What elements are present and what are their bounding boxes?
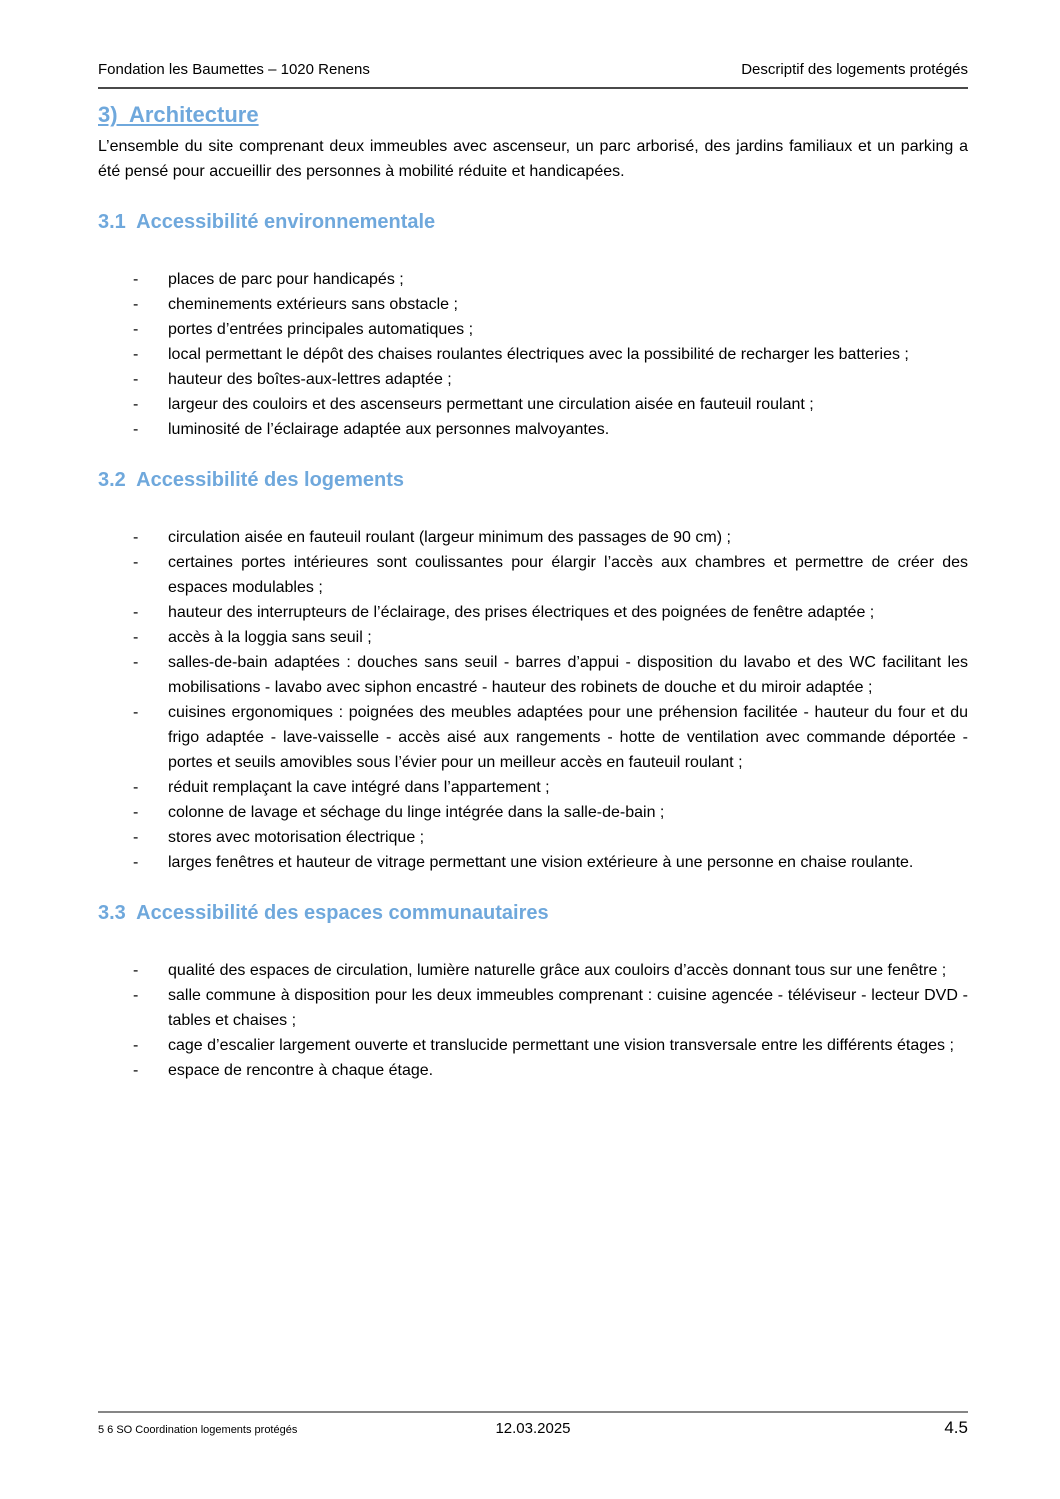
bullet-dash-marker: - [133,987,139,1004]
list-item-text: cage d’escalier largement ouverte et translucide permettant une vision transversale entre les différents étages ; [168,1037,954,1054]
list-item-text: larges fenêtres et hauteur de vitrage permettant une vision extérieure à une personne en chaise roulante. [168,854,914,871]
list-item-text: espace de rencontre à chaque étage. [168,1062,434,1079]
bullet-dash-marker: - [133,371,139,388]
list-item-text: hauteur des interrupteurs de l’éclairage, des prises électriques et des poignées de fenêtre adaptée ; [168,604,875,621]
bullet-dash-marker: - [133,854,139,871]
list-item [98,550,968,600]
bullet-dash-marker: - [133,829,139,846]
list-item [98,267,968,292]
list-item [98,317,968,342]
list-item-text: cheminements extérieurs sans obstacle ; [168,296,458,313]
list-item [98,525,968,550]
bullet-dash-marker: - [133,296,139,313]
header-left-text: Fondation les Baumettes – 1020 Renens [98,61,370,78]
bullet-dash-marker: - [133,529,139,546]
footer-document-reference: 5 6 SO Coordination logements protégés [98,1424,298,1436]
list-item-text: salle commune à disposition pour les deux immeubles comprenant : cuisine agencée - téléviseur - lecteur DVD - tables et chaises ; [168,987,968,1029]
list-item-text: stores avec motorisation électrique ; [168,829,425,846]
bullet-list [98,267,968,442]
section-heading: 3.3 Accessibilité des espaces communautaires [98,902,549,924]
list-item [98,825,968,850]
bullet-dash-marker: - [133,962,139,979]
bullet-dash-marker: - [133,779,139,796]
list-item [98,625,968,650]
list-item-text: colonne de lavage et séchage du linge intégrée dans la salle-de-bain ; [168,804,665,821]
bullet-list [98,958,968,1083]
bullet-dash-marker: - [133,654,139,671]
bullet-dash-marker: - [133,804,139,821]
page-header [98,60,968,89]
bullet-dash-marker: - [133,629,139,646]
bullet-dash-marker: - [133,271,139,288]
footer-date: 12.03.2025 [495,1420,571,1437]
list-item-text: portes d’entrées principales automatiques ; [168,321,474,338]
bullet-list [98,525,968,875]
list-item [98,1058,968,1083]
list-item-text: réduit remplaçant la cave intégré dans l’appartement ; [168,779,550,796]
list-item-text: accès à la loggia sans seuil ; [168,629,372,646]
list-item [98,392,968,417]
bullet-dash-marker: - [133,554,139,571]
page-footer [98,1411,968,1438]
header-right-text: Descriptif des logements protégés [741,61,968,78]
list-item [98,775,968,800]
list-item [98,983,968,1033]
bullet-dash-marker: - [133,396,139,413]
list-item-text: places de parc pour handicapés ; [168,271,404,288]
list-item [98,700,968,775]
list-item-text: luminosité de l’éclairage adaptée aux personnes malvoyantes. [168,421,610,438]
bullet-dash-marker: - [133,321,139,338]
list-item-text: largeur des couloirs et des ascenseurs permettant une circulation aisée en fauteuil roulant ; [168,396,814,413]
bullet-dash-marker: - [133,704,139,721]
footer-page-number: 4.5 [944,1418,968,1437]
sections [98,208,968,1083]
list-item [98,958,968,983]
list-item [98,800,968,825]
section-heading: 3.1 Accessibilité environnementale [98,211,436,233]
list-item-text: hauteur des boîtes-aux-lettres adaptée ; [168,371,452,388]
list-item [98,850,968,875]
bullet-dash-marker: - [133,346,139,363]
list-item [98,417,968,442]
bullet-dash-marker: - [133,1037,139,1054]
list-item-text: local permettant le dépôt des chaises roulantes électriques avec la possibilité de recharger les batteries ; [168,346,909,363]
list-item [98,650,968,700]
list-item-text: circulation aisée en fauteuil roulant (largeur minimum des passages de 90 cm) ; [168,529,731,546]
list-item-text: certaines portes intérieures sont coulissantes pour élargir l’accès aux chambres et permettre de créer des espaces modulables ; [168,554,968,596]
list-item [98,367,968,392]
bullet-dash-marker: - [133,604,139,621]
bullet-dash-marker: - [133,1062,139,1079]
list-item [98,1033,968,1058]
list-item [98,342,968,367]
list-item [98,292,968,317]
section-heading: 3.2 Accessibilité des logements [98,469,405,491]
list-item-text: cuisines ergonomiques : poignées des meubles adaptées pour une préhension facilitée - hauteur du four et du frigo adaptée - lave-vaisselle - accès aisé aux rangements - hotte de ventilation avec commande déportée - portes et seuils amovibles sous l’évier pour un meilleur accès en fauteuil roulant ; [168,704,968,771]
bullet-dash-marker: - [133,421,139,438]
list-item-text: qualité des espaces de circulation, lumière naturelle grâce aux couloirs d’accès donnant tous sur une fenêtre ; [168,962,947,979]
intro-paragraph: L’ensemble du site comprenant deux immeubles avec ascenseur, un parc arborisé, des jardins familiaux et un parking a été pensé pour accueillir des personnes à mobilité réduite et handicapées. [98,138,968,180]
page-content [98,0,968,1083]
page-title: 3) Architecture [98,102,259,127]
list-item-text: salles-de-bain adaptées : douches sans seuil - barres d’appui - disposition du lavabo et des WC facilitant les mobilisations - lavabo avec siphon encastré - hauteur des robinets de douche et du miroir adaptée ; [168,654,968,696]
list-item [98,600,968,625]
